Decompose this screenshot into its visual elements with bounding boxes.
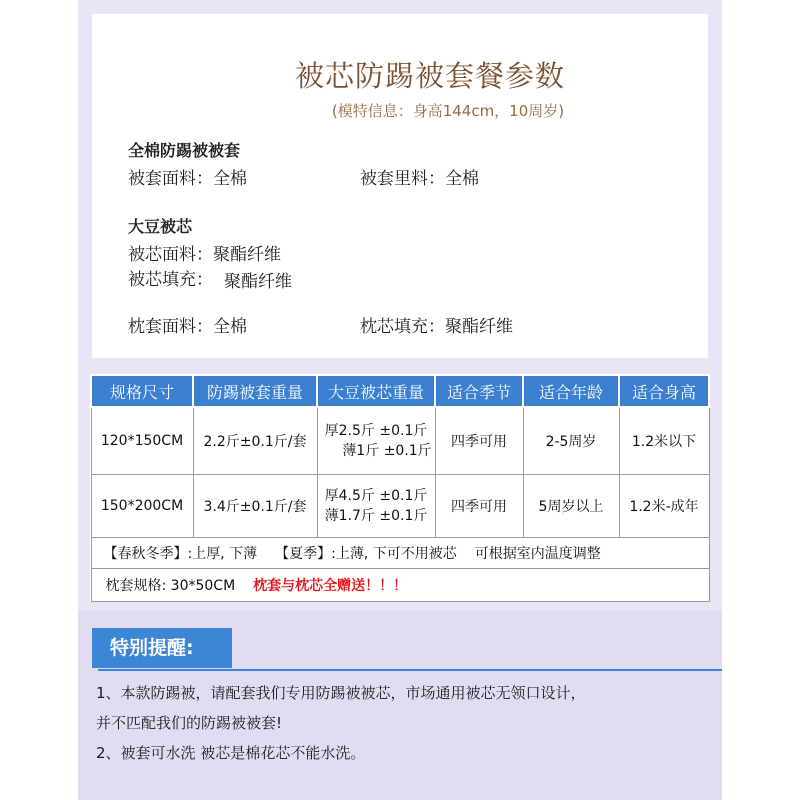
season-note-cell [91,538,709,569]
col-header-age: 适合年龄 [523,375,619,407]
height-cell: 1.2米-成年 [619,475,709,538]
table-row [91,407,709,475]
core-thick-tolerance: ±0.1斤 [379,488,428,504]
pillow-cell [91,569,709,602]
reminder-line-3: 2、被套可水洗 被芯是棉花芯不能水洗。 [96,744,366,762]
reminder-divider [98,669,722,671]
core-fill-label: 被芯填充： [128,270,213,290]
page-title: 被芯防踢被套餐参数 [294,59,565,93]
core-thick-weight: 厚2.5斤 [324,423,375,439]
note-summer: 【夏季】:上薄, 下可不用被芯 [275,546,457,562]
core-thin-tolerance: ±0.1斤 [379,508,428,524]
reminder-line-1: 1、本款防踢被，请配套我们专用防踢被被芯，市场通用被芯无领口设计， [96,684,586,702]
cover-heading: 全棉防踢被被套 [128,141,241,160]
size-cell: 120*150CM [91,407,193,475]
core-heading: 大豆被芯 [128,217,193,236]
special-reminder-badge: 特别提醒: [92,628,232,668]
height-cell: 1.2米以下 [619,407,709,475]
pillow-case-fabric: 枕套面料：全棉 [128,317,247,337]
col-header-size: 规格尺寸 [91,375,193,407]
col-header-core-weight: 大豆被芯重量 [317,375,435,407]
model-info: (模特信息：身高144cm，10周岁) [331,102,565,120]
season-cell: 四季可用 [435,407,523,475]
core-fill-value: 聚酯纤维 [224,272,292,292]
season-note-row [91,538,709,569]
reminder-line-2: 并不匹配我们的防踢被被套! [96,714,283,732]
core-weight-cell [317,475,435,538]
note-spring-autumn: 【春秋冬季】:上厚, 下薄 [103,546,258,562]
core-thin-weight: 薄1斤 [342,443,380,459]
age-cell: 5周岁以上 [523,475,619,538]
core-fabric: 被芯面料：聚酯纤维 [128,245,281,265]
size-cell: 150*200CM [91,475,193,538]
core-thin-tolerance: ±0.1斤 [383,443,432,459]
cover-weight-cell: 3.4斤±0.1斤/套 [193,475,317,538]
core-weight-cell [317,407,435,475]
core-thick-tolerance: ±0.1斤 [379,423,428,439]
core-thick-weight: 厚4.5斤 [324,488,375,504]
age-cell: 2-5周岁 [523,407,619,475]
cover-lining: 被套里料：全棉 [360,169,479,189]
table-header-row [91,375,709,407]
cover-fabric: 被套面料：全棉 [128,169,247,189]
spec-card [92,14,708,358]
season-cell: 四季可用 [435,475,523,538]
pillow-fill: 枕芯填充：聚酯纤维 [360,317,513,337]
col-header-height: 适合身高 [619,375,709,407]
pillow-spec: 枕套规格: 30*50CM [105,578,236,594]
col-header-cover-weight: 防踢被套重量 [193,375,317,407]
pillow-gift-notice: 枕套与枕芯全赠送！！！ [253,578,408,594]
pillow-row [91,569,709,602]
note-adjust: 可根据室内温度调整 [474,546,601,562]
table-row [91,475,709,538]
cover-weight-cell: 2.2斤±0.1斤/套 [193,407,317,475]
core-thin-weight: 薄1.7斤 [324,508,375,524]
parameter-table [90,374,710,602]
col-header-season: 适合季节 [435,375,523,407]
